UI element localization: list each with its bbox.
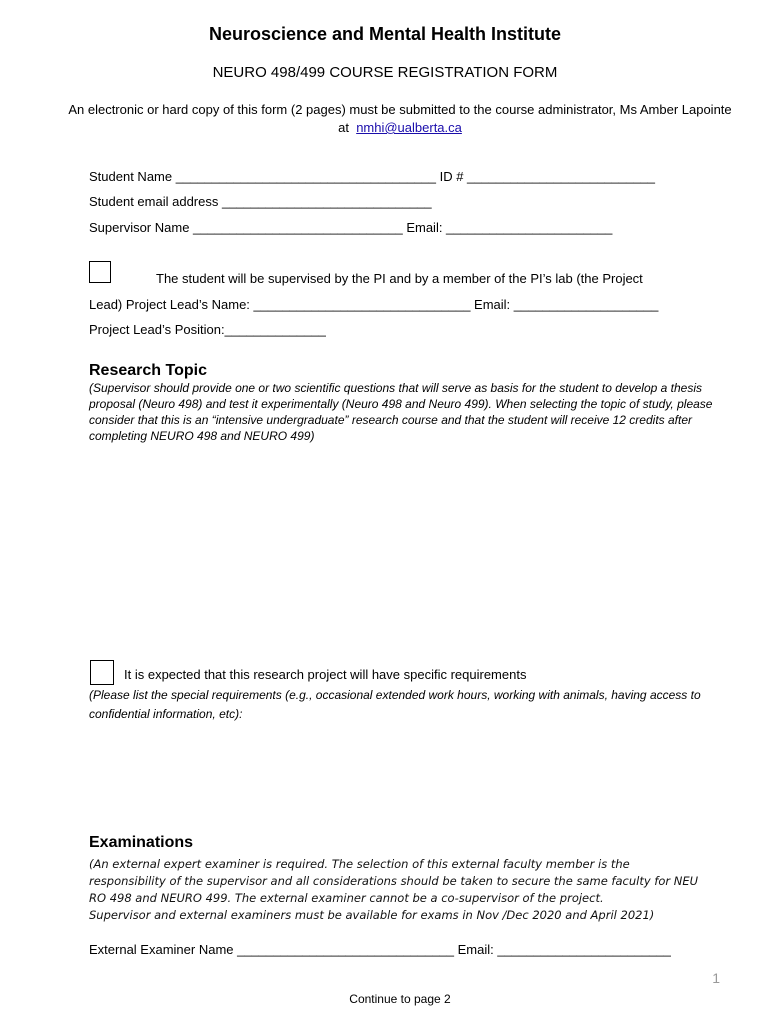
intro-text: An electronic or hard copy of this form (2 pages) must be submitted to the course administrator, Ms Amber Lapointe at: [68, 102, 732, 135]
project-lead-text: The student will be supervised by the PI and by a member of the PI’s lab (the Project: [156, 271, 643, 286]
requirements-label: It is expected that this research project will have specific requirements: [124, 667, 527, 682]
admin-email-link[interactable]: nmhi@ualberta.ca: [356, 120, 462, 135]
examinations-line-1: (An external expert examiner is required. The selection of this external faculty member is the: [89, 857, 630, 871]
project-lead-position-field[interactable]: Project Lead’s Position:______________: [89, 322, 326, 337]
student-email-field[interactable]: Student email address _____________________________: [89, 194, 432, 209]
supervisor-field[interactable]: Supervisor Name _____________________________ Email: _______________________: [89, 220, 613, 235]
institute-title: Neuroscience and Mental Health Institute: [208, 24, 562, 44]
examinations-heading: Examinations: [89, 834, 194, 851]
examinations-line-3: RO 498 and NEURO 499. The external examiner cannot be a co-supervisor of the project.: [89, 891, 604, 905]
requirements-instructions: (Please list the special requirements (e.g., occasional extended work hours, working with animals, having access to confidential information, etc):: [89, 688, 701, 721]
requirements-checkbox[interactable]: [90, 660, 114, 685]
form-title: NEURO 498/499 COURSE REGISTRATION FORM: [212, 64, 558, 81]
project-lead-checkbox[interactable]: [89, 261, 111, 283]
examinations-line-4: Supervisor and external examiners must be available for exams in Nov /Dec 2020 and April 2021): [89, 908, 655, 922]
continue-footer: Continue to page 2: [349, 992, 451, 1006]
external-examiner-field[interactable]: External Examiner Name ______________________________ Email: ________________________: [89, 942, 671, 957]
requirements-answer-area[interactable]: [89, 730, 719, 830]
examinations-line-2: responsibility of the supervisor and all considerations should be taken to secure the same faculty for NEU: [89, 874, 699, 888]
project-lead-name-field[interactable]: Lead) Project Lead’s Name: ______________________________ Email: ____________________: [89, 297, 659, 312]
research-topic-instructions: (Supervisor should provide one or two scientific questions that will serve as basis for the student to develop a thesis proposal (Neuro 498) and test it experimentally (Neuro 498 and Neuro 499). When selecting the topic of study, please consider that this is an “intensive undergraduate” research course and that the student will receive 12 credits after completing NEURO 498 and NEURO 499): [89, 381, 713, 443]
research-topic-answer-area[interactable]: [89, 450, 719, 650]
research-topic-heading: Research Topic: [89, 362, 207, 379]
intro-paragraph: [60, 101, 740, 137]
page-number: 1: [712, 970, 720, 986]
student-name-field[interactable]: Student Name ____________________________________ ID # __________________________: [89, 169, 656, 184]
